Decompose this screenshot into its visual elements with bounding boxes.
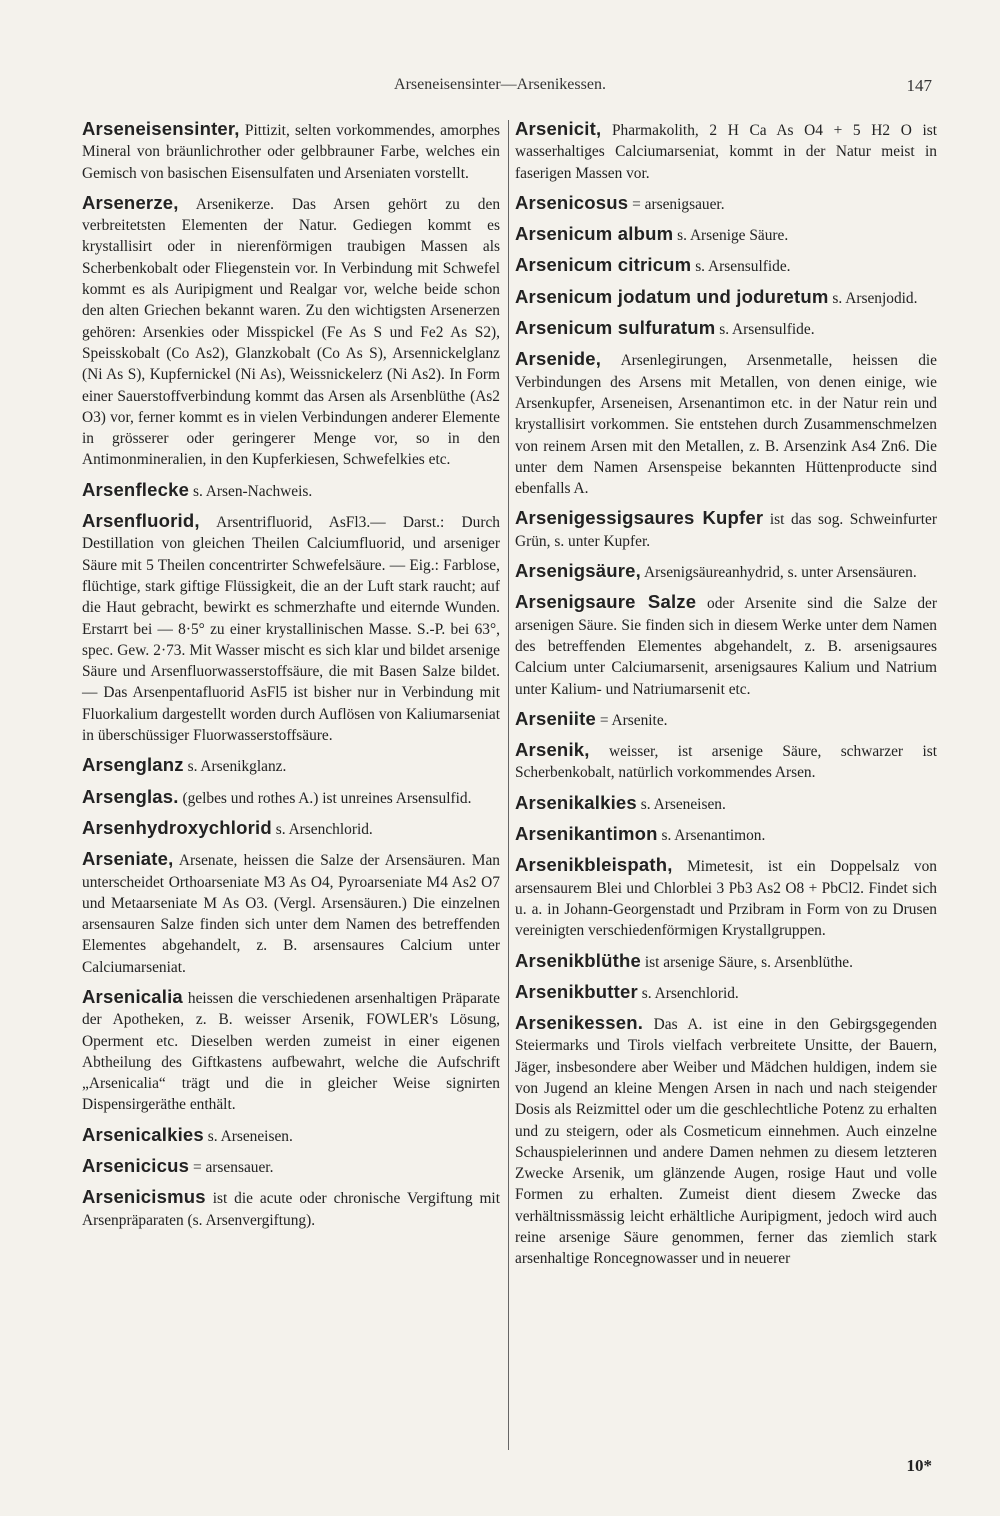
entry [515,981,937,1004]
entry-text: s. Arsensulfide. [719,321,815,339]
entry [515,507,937,552]
headword: Arsenerze, [82,191,179,213]
entry-text: s. Arsensulfide. [695,258,791,276]
entry [515,254,937,277]
headword: Arseniite [515,707,596,729]
headword: Arsenicum sulfuratum [515,317,716,339]
entry [82,479,500,502]
entry-text: oder Arsenite sind die Salze der arsenigen Säure. Sie finden sich in diesem Werke unter dem Namen des betreffenden Elementes abgehandelt, z. B. arsenigsaures Calcium unter Calciumarsenit, arsenigsaures Kalium und Natrium unter Kalium- und Natriumarsenit etc. [515,595,937,698]
headword: Arsenglanz [82,754,184,776]
entry [82,754,500,777]
headword: Arsenflecke [82,478,190,500]
left-column [82,118,500,1239]
signature-mark: 10* [906,1456,932,1475]
entry-text: s. Arsenchlorid. [641,984,739,1002]
headword: Arseniate, [82,848,174,870]
entry-text: s. Arsenikglanz. [187,758,287,776]
entry [82,1186,500,1231]
entry-text: s. Arsenchlorid. [275,820,373,838]
entry-text: (gelbes und rothes A.) ist unreines Arsensulfid. [182,789,472,807]
headword: Arsenik, [515,739,590,761]
entry [515,591,937,699]
headword: Arsenicum album [515,223,674,245]
entry-text: = arsensauer. [192,1159,274,1177]
entry-text: weisser, ist arsenige Säure, schwarzer ist Scherbenkobalt, natürlich vorkommendes Arsen. [515,743,937,782]
headword: Arsenikessen. [515,1012,644,1034]
entry-text: Mimetesit, ist ein Doppelsalz von arsensaurem Blei und Chlorblei 3 Pb3 As2 O8 + PbCl2. Findet sich u. a. in Johann-Georgenstadt und Przibram in Form von zu Drusen vereinigten verschiedenförmigen Krystallgruppen. [515,858,937,940]
entry [515,286,937,309]
entry [82,986,500,1116]
headword: Arsenikbutter [515,980,638,1002]
entry-text: Arsenlegirungen, Arsenmetalle, heissen die Verbindungen des Arsens mit Metallen, von denen einige, wie Arsenkupfer, Arseneisen, Arsenantimon etc. in der Natur rein und krystallisirt vorkommen. Sie entstehen durch Zusammenschmelzen von reinem Arsen mit den Metallen, z. B. Arsenzink As4 Zn6. Die unter dem Namen Arsenspeise bekannten Hüttenproducte sind ebenfalls A. [515,352,938,498]
column-divider [508,120,509,1450]
entry [82,118,500,184]
headword: Arsenfluorid, [82,510,200,532]
entry-text: = arsenigsauer. [632,195,725,213]
headword: Arsenigessigsaures Kupfer [515,507,764,529]
entry-text: Arsentrifluorid, AsFl3.— Darst.: Durch Destillation von gleichen Theilen Calciumfluorid, und arseniger Säure mit 5 Theilen concentrirter Schwefelsäure. — Eig.: Farblose, flüchtige, stark giftige Flüssigkeit, die an der Luft stark raucht; auf die Haut gebracht, bewirkt es schmerzhafte und eiternde Wunden. Erstarrt bei — 8·5° zu einer krystallinischen Masse. S.-P. bei 63°, spec. Gew. 2·73. Mit Wasser mischt es sich klar und bildet arsenige Säure und Arsenfluorwasserstoffsäure, die mit Basen Salze bildet. — Das Arsenpentafluorid AsFl5 ist bisher nur in Verbindung mit Fluorkalium dargestellt worden durch Auflösen von Kaliumarseniat in überschüssiger Fluorwasserstoffsäure. [82,514,500,745]
entry [82,817,500,840]
entry-text: s. Arsenjodid. [832,289,918,307]
headword: Arsenicalia [82,985,183,1007]
entry [515,950,937,973]
entry-text: ist die acute oder chronische Vergiftung mit Arsenpräparaten (s. Arsenvergiftung). [82,1190,500,1229]
headword: Arsenicalkies [82,1123,204,1145]
entry [515,317,937,340]
headword: Arsenide, [515,348,602,370]
headword: Arsenicicus [82,1155,190,1177]
entry [515,1012,937,1270]
entry-text: ist das sog. Schweinfurter Grün, s. unter Kupfer. [515,511,937,550]
right-column [515,118,937,1278]
entry [515,854,937,941]
entry [515,823,937,846]
headword: Arsenglas. [82,785,179,807]
entry-text: s. Arseneisen. [207,1127,293,1145]
headword: Arseneisensinter, [82,118,240,139]
entry-text: s. Arseneisen. [640,795,726,813]
entry [515,560,937,583]
entry-text: Pittizit, selten vorkommendes, amorphes Mineral von bräunlichrother oder gelbbrauner Farbe, welches ein Gemisch von basischen Eisensulfaten und Arseniaten vorstellt. [82,122,500,182]
headword: Arsenicum citricum [515,254,692,276]
headword: Arsenikbleispath, [515,854,673,876]
entry [82,848,500,978]
entry-text: s. Arsen-Nachweis. [192,482,313,500]
entry [82,1155,500,1178]
entry [82,786,500,809]
entry [515,192,937,215]
entry [515,223,937,246]
entry [515,118,937,184]
entry [82,192,500,471]
entry-text: Das A. ist eine in den Gebirgsgegenden Steiermarks und Tirols vielfach verbreitete Unsitte, der Bauern, Jäger, insbesondere aber Weiber und Mädchen huldigen, indem sie von Jugend an kleine Mengen Arsen in nach und nach steigender Dosis als Reizmittel oder um die geschlechtliche Potenz zu erhalten und zu steigern, oder als Cosmeticum einnehmen. Auch einzelne Schauspielerinnen und andere Damen nehmen zu diesem letzteren Zwecke Arsenik, um glänzende Augen, rosige Haut und volle Formen zu erhalten. Zumeist dient diesem Zwecke das verhältnissmässig leicht erhältliche Auripigment, jedoch wird auch reine arsenige Säure genommen, ferner das ziemlich stark arsenhaltige Roncegnowasser und in neuerer [515,1016,937,1268]
entry-text: Arsenikerze. Das Arsen gehört zu den verbreitetsten Elementen der Natur. Gediegen kommt es krystallisirt oder in nierenförmigen traubigen Massen als Scherbenkobalt oder Fliegenstein vor. In Verbindung mit Schwefel kommt es als Auripigment und Realgar vor, welche beide schon den alten Griechen bekannt waren. Zu den wichtigsten Arsenerzen gehören: Arsenkies oder Misspickel (Fe As S und Fe2 As S2), Speisskobalt (Co As2), Glanzkobalt (Co As S), Arsennickelglanz (Ni As S), Kupfernickel (Ni As), Weissnickelerz (Ni As2). In Form einer Sauerstoffverbindung kommt das Arsen als Arsenblüthe (As2 O3) vor, ferner kommt es in vielen Verbindungen anderer Elemente in grösserer oder geringerer Menge vor, so in den Antimonmineralien, in den Kupferkiesen, Schwefelkies etc. [82,195,501,469]
entry-text: s. Arsenantimon. [661,827,766,845]
headword: Arsenhydroxychlorid [82,816,272,838]
entry-text: Pharmakolith, 2 H Ca As O4 + 5 H2 O ist wasserhaltiges Calciumarseniat, kommt in der Natur meist in faserigen Massen vor. [515,122,937,182]
entry-text: = Arsenite. [599,711,668,729]
headword: Arsenikantimon [515,823,658,845]
entry-text: Arsenigsäureanhydrid, s. unter Arsensäuren. [644,564,917,582]
entry [82,510,500,746]
headword: Arsenicismus [82,1186,206,1208]
entry [515,348,937,499]
entry-text: s. Arsenige Säure. [677,227,789,245]
entry-text: ist arsenige Säure, s. Arsenblüthe. [644,953,853,971]
headword: Arsenikblüthe [515,949,641,971]
headword: Arsenigsäure, [515,560,641,582]
entry [82,1124,500,1147]
entry [515,739,937,784]
headword: Arsenicit, [515,118,602,139]
entry-text: heissen die verschiedenen arsenhaltigen Präparate der Apotheken, z. B. weisser Arsenik, FOWLER's Lösung, Operment etc. Dieselben werden zumeist in einer eigenen Abtheilung des Giftkastens aufbewahrt, welche die Aufschrift „Arsenicalia“ trägt und die in gleicher Weise signirten Dispensirgeräthe enthält. [82,989,500,1114]
headword: Arsenikalkies [515,791,637,813]
headword: Arsenigsaure Salze [515,591,697,613]
running-title: Arseneisensinter—Arsenikessen. [394,76,606,93]
page-number: 147 [906,76,932,95]
entry-text: Arsenate, heissen die Salze der Arsensäuren. Man unterscheidet Orthoarseniate M3 As O4, Pyroarseniate M4 As2 O7 und Metaarseniate M As O3. (Vergl. Arsensäuren.) Die einzelnen arsensauren Salze finden sich unter dem Namen des betreffenden Elementes abgehandelt, z. B. arsensaures Calcium unter Calciumarseniat. [82,852,500,976]
entry [515,792,937,815]
headword: Arsenicosus [515,191,629,213]
headword: Arsenicum jodatum und joduretum [515,285,829,307]
entry [515,708,937,731]
